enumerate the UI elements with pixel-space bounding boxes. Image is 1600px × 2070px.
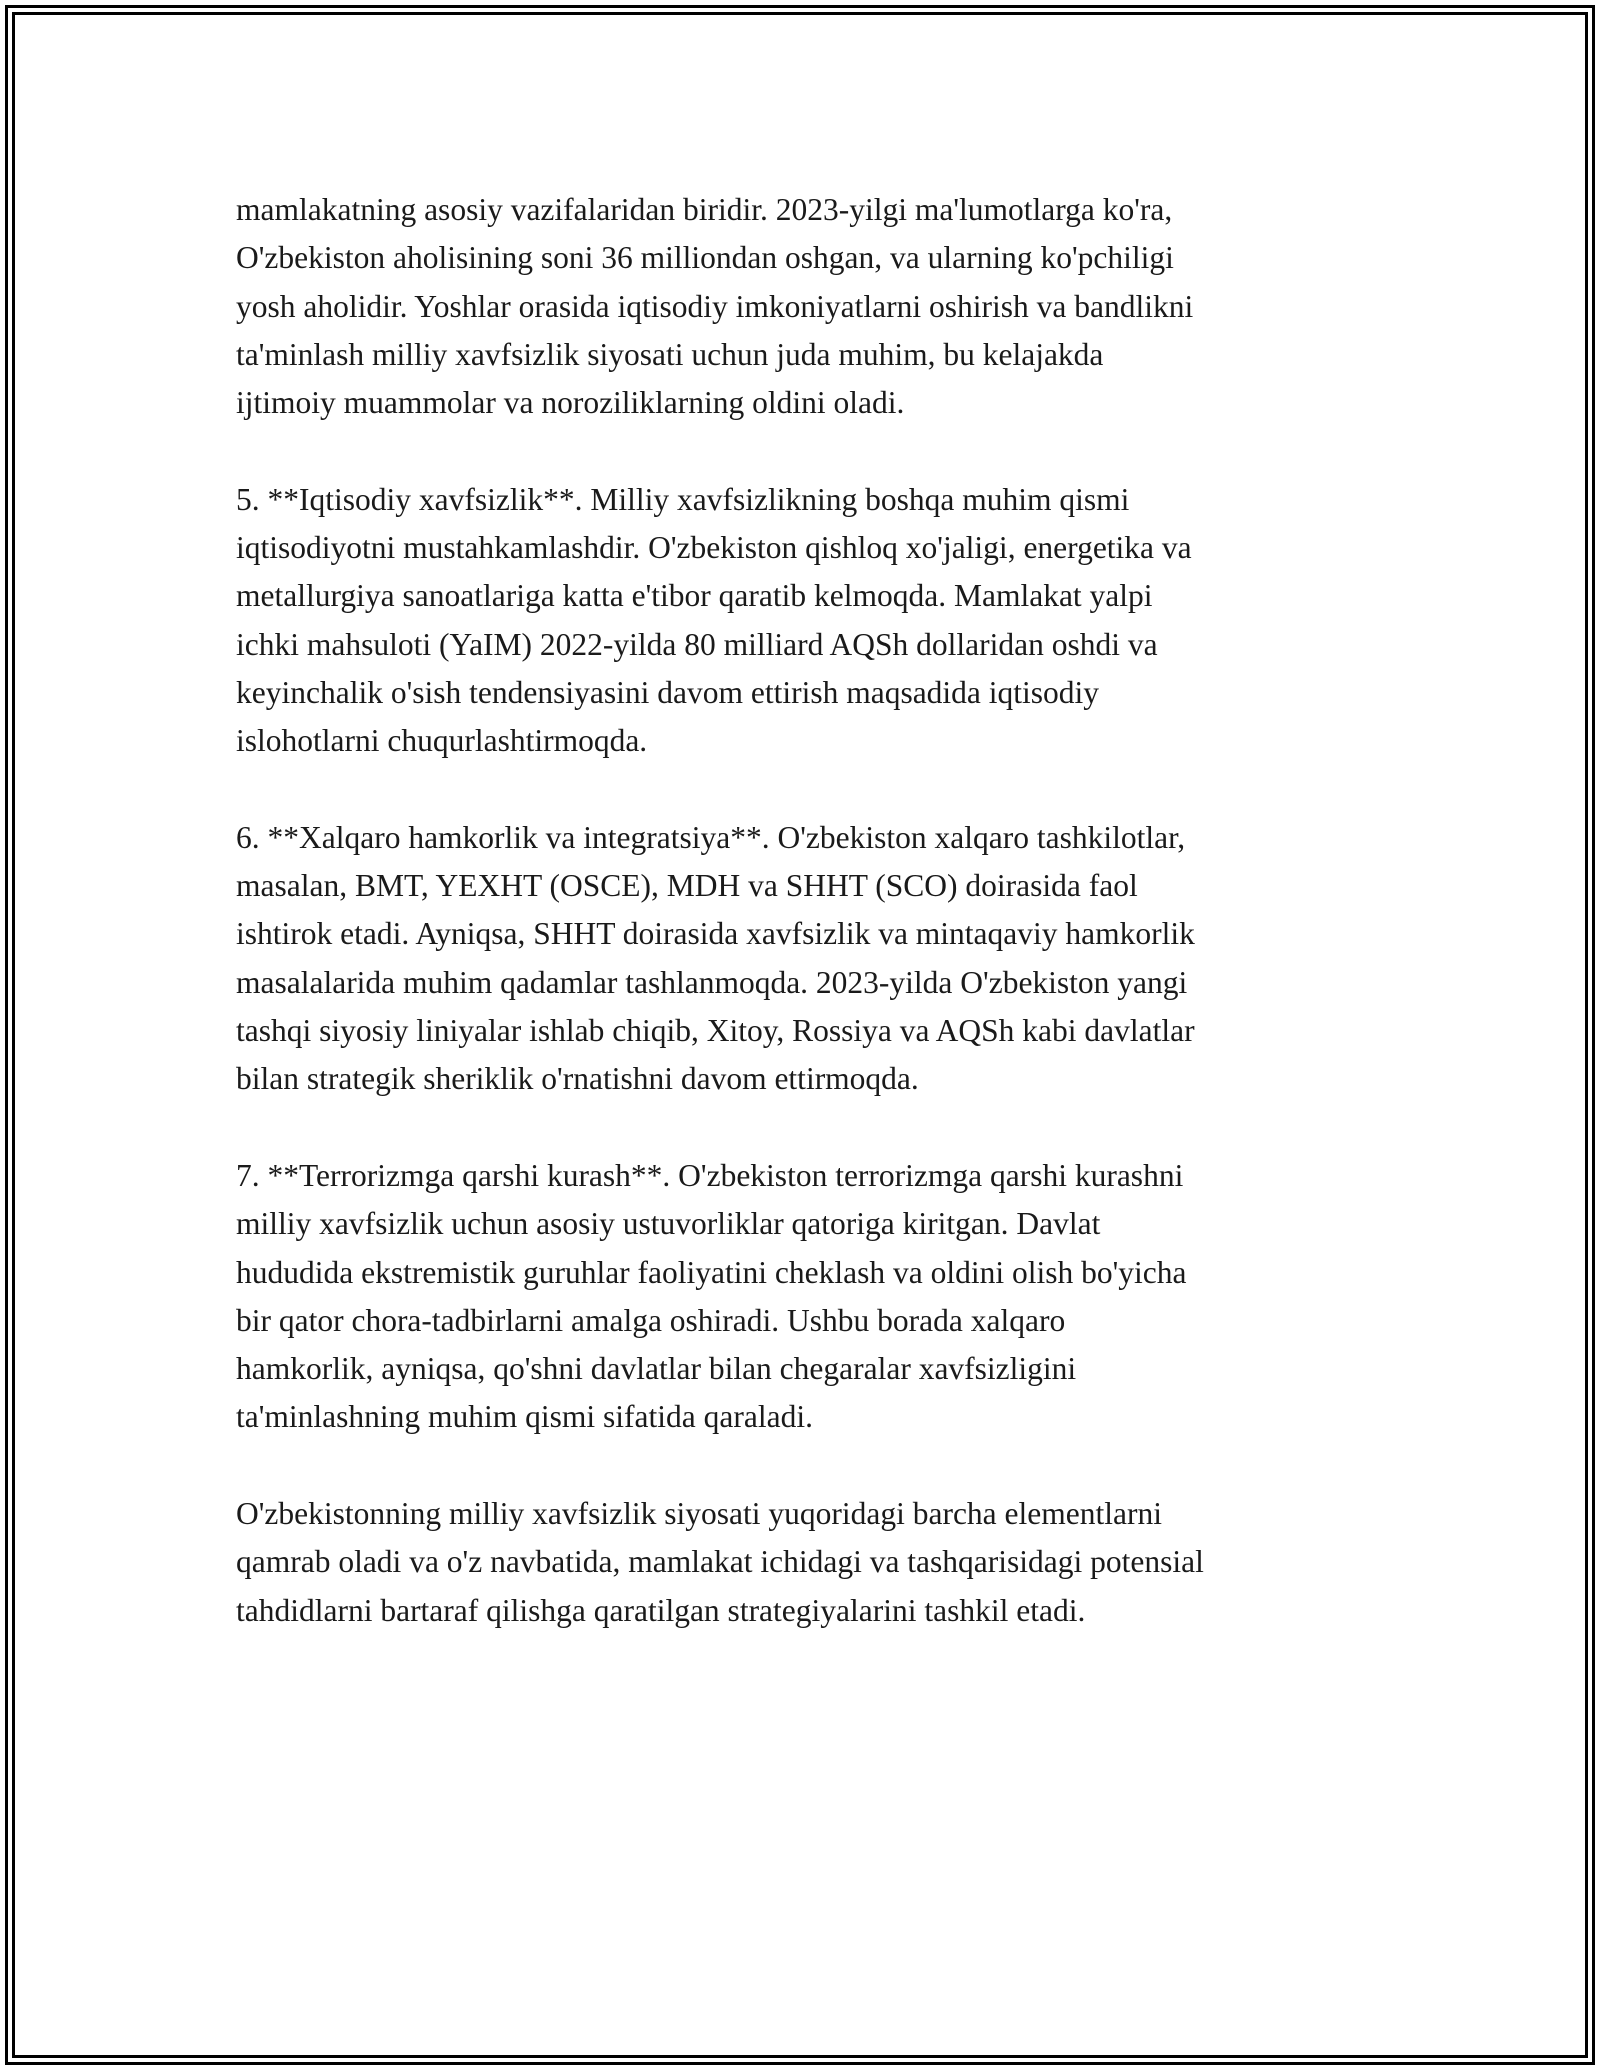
paragraph-economic-security: 5. **Iqtisodiy xavfsizlik**. Milliy xavfsizlikning boshqa muhim qismi iqtisodiyotni mustahkamlashdir. O'zbekiston qishloq xo'jaligi, energetika va metallurgiya sanoatlariga katta e'tibor qaratib kelmoqda. Mamlakat yalpi ichki mahsuloti (YaIM) 2022-yilda 80 milliard AQSh dollaridan oshdi va keyinchalik o'sish tendensiyasini davom ettirish maqsadida iqtisodiy islohotlarni chuqurlashtirmoqda. bbox=[236, 481, 1192, 759]
paragraph-conclusion: O'zbekistonning milliy xavfsizlik siyosati yuqoridagi barcha elementlarni qamrab oladi va o'z navbatida, mamlakat ichidagi va tashqarisidagi potensial tahdidlarni bartaraf qilishga qaratilgan strategiyalarini tashkil etadi. bbox=[236, 1496, 1204, 1628]
document-body bbox=[236, 186, 1386, 1683]
paragraph-youth-population: mamlakatning asosiy vazifalaridan biridir. 2023-yilgi ma'lumotlarga ko'ra, O'zbekiston aholisining soni 36 milliondan oshgan, va ularning ko'pchiligi yosh aholidir. Yoshlar orasida iqtisodiy imkoniyatlarni oshirish va bandlikni ta'minlash milliy xavfsizlik siyosati uchun juda muhim, bu kelajakda ijtimoiy muammolar va noroziliklarning oldini oladi. bbox=[236, 192, 1194, 421]
paragraph-counter-terrorism: 7. **Terrorizmga qarshi kurash**. O'zbekiston terrorizmga qarshi kurashni milliy xavfsizlik uchun asosiy ustuvorliklar qatoriga kiritgan. Davlat hududida ekstremistik guruhlar faoliyatini cheklash va oldini olish bo'yicha bir qator chora-tadbirlarni amalga oshiradi. Ushbu borada xalqaro hamkorlik, ayniqsa, qo'shni davlatlar bilan chegaralar xavfsizligini ta'minlashning muhim qismi sifatida qaraladi. bbox=[236, 1157, 1187, 1435]
paragraph-international-cooperation: 6. **Xalqaro hamkorlik va integratsiya**. O'zbekiston xalqaro tashkilotlar, masalan, BMT, YEXHT (OSCE), MDH va SHHT (SCO) doirasida faol ishtirok etadi. Ayniqsa, SHHT doirasida xavfsizlik va mintaqaviy hamkorlik masalalarida muhim qadamlar tashlanmoqda. 2023-yilda O'zbekiston yangi tashqi siyosiy liniyalar ishlab chiqib, Xitoy, Rossiya va AQSh kabi davlatlar bilan strategik sheriklik o'rnatishni davom ettirmoqda. bbox=[236, 819, 1195, 1097]
